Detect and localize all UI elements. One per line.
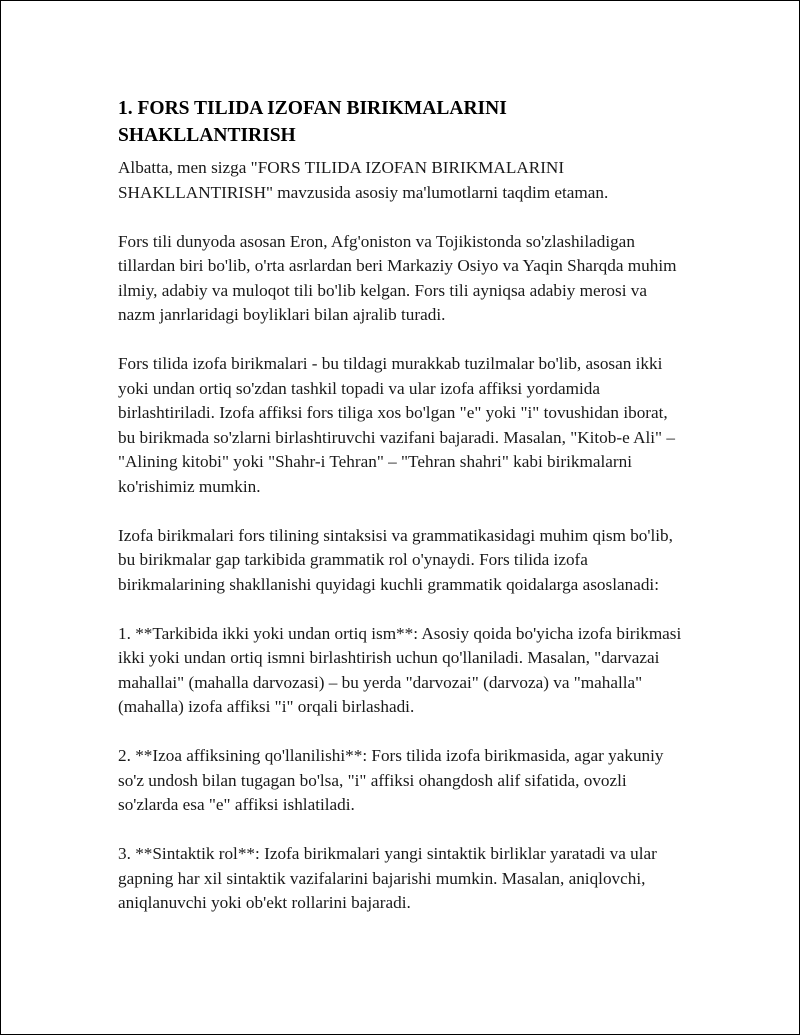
- section-heading: 1. FORS TILIDA IZOFAN BIRIKMALARINI SHAKLLANTIRISH: [118, 98, 507, 146]
- document-body: [118, 95, 688, 940]
- list-item-paragraph: 2. **Izoa affiksining qo'llanilishi**: Fors tilida izofa birikmasida, agar yakuniy so'z undosh bilan tugagan bo'lsa, "i" affiksi ohangdosh alif sifatida, ovozli so'zlarda esa "e" affiksi ishlatiladi.: [118, 746, 664, 814]
- body-paragraph: Fors tilida izofa birikmalari - bu tildagi murakkab tuzilmalar bo'lib, asosan ikki yoki undan ortiq so'zdan tashkil topadi va ular izofa affiksi yordamida birlashtiriladi. Izofa affiksi fors tiliga xos bo'lgan "e" yoki "i" tovushidan iborat, bu birikmada so'zlarni birlashtiruvchi vazifani bajaradi. Masalan, "Kitob-e Ali" – "Alining kitobi" yoki "Shahr-i Tehran" – "Tehran shahri" kabi birikmalarni ko'rishimiz mumkin.: [118, 354, 675, 496]
- list-item-paragraph: 1. **Tarkibida ikki yoki undan ortiq ism**: Asosiy qoida bo'yicha izofa birikmasi ikki yoki undan ortiq ismni birlashtirish uchun qo'llaniladi. Masalan, "darvazai mahallai" (mahalla darvozasi) – bu yerda "darvozai" (darvoza) va "mahalla" (mahalla) izofa affiksi "i" orqali birlashadi.: [118, 623, 682, 716]
- body-paragraph: Izofa birikmalari fors tilining sintaksisi va grammatikasidagi muhim qism bo'lib, bu birikmalar gap tarkibida grammatik rol o'ynaydi. Fors tilida izofa birikmalarining shakllanishi quyidagi kuchli grammatik qoidalarga asoslanadi:: [118, 525, 673, 594]
- body-paragraph: Fors tili dunyoda asosan Eron, Afg'oniston va Tojikistonda so'zlashiladigan tillardan biri bo'lib, o'rta asrlardan beri Markaziy Osiyo va Yaqin Sharqda muhim ilmiy, adabiy va muloqot tili bo'lib kelgan. Fors tili ayniqsa adabiy merosi va nazm janrlaridagi boyliklari bilan ajralib turadi.: [118, 231, 677, 324]
- intro-paragraph: Albatta, men sizga "FORS TILIDA IZOFAN BIRIKMALARINI SHAKLLANTIRISH" mavzusida asosiy ma'lumotlarni taqdim etaman.: [118, 158, 609, 202]
- list-item-paragraph: 3. **Sintaktik rol**: Izofa birikmalari yangi sintaktik birliklar yaratadi va ular gapning har xil sintaktik vazifalarini bajarishi mumkin. Masalan, aniqlovchi, aniqlanuvchi yoki ob'ekt rollarini bajaradi.: [118, 844, 657, 912]
